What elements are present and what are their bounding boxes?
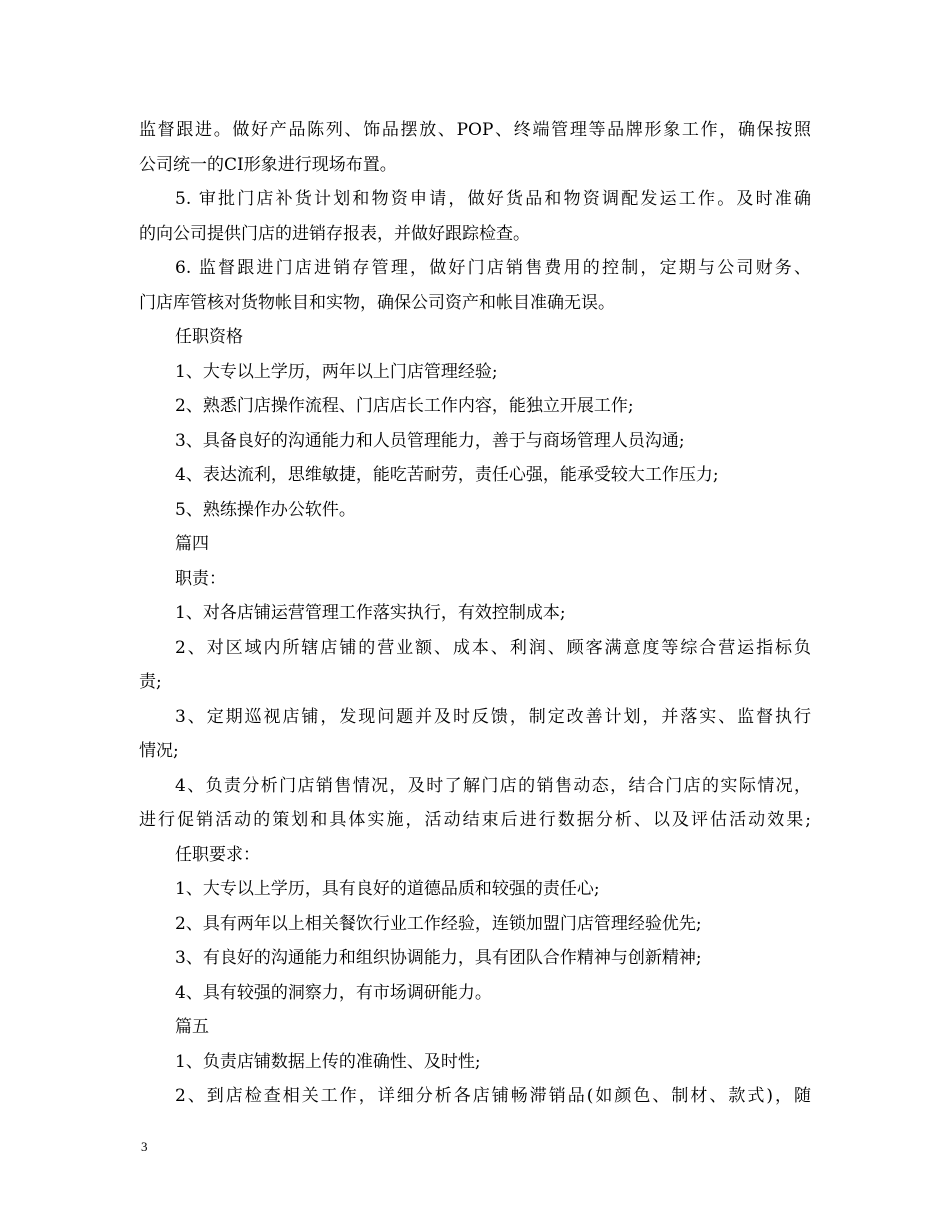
text-line: 公司统一的CI形象进行现场布置。 — [139, 154, 397, 175]
text-line: 进行促销活动的策划和具体实施，活动结束后进行数据分析、以及评估活动效果; — [139, 810, 811, 830]
text-line: 责; — [139, 672, 162, 692]
text-line: 1、负责店铺数据上传的准确性、及时性; — [175, 1051, 481, 1072]
text-line: 4、表达流利，思维敏捷，能吃苦耐劳，责任心强，能承受较大工作压力; — [175, 465, 719, 485]
text-line: 3、有良好的沟通能力和组织协调能力，具有团队合作精神与创新精神; — [175, 948, 702, 968]
text-line: 5. 审批门店补货计划和物资申请，做好货品和物资调配发运工作。及时准确 — [175, 189, 811, 209]
text-line: 3、具备良好的沟通能力和人员管理能力，善于与商场管理人员沟通; — [175, 430, 685, 451]
text-line: 2、具有两年以上相关餐饮行业工作经验，连锁加盟门店管理经验优先; — [175, 913, 702, 934]
text-line: 3、定期巡视店铺，发现问题并及时反馈，制定改善计划，并落实、监督执行 — [175, 706, 811, 727]
text-line: 6. 监督跟进门店进销存管理，做好门店销售费用的控制，定期与公司财务、 — [175, 258, 811, 278]
page-number: 3 — [141, 1139, 148, 1154]
text-line: 职责： — [175, 568, 226, 589]
text-line: 任职要求： — [175, 844, 260, 865]
text-line: 4、具有较强的洞察力，有市场调研能力。 — [175, 982, 492, 1003]
text-line: 任职资格 — [175, 327, 243, 347]
text-line: 2、对区域内所辖店铺的营业额、成本、利润、顾客满意度等综合营运指标负 — [175, 637, 811, 658]
text-line: 1、大专以上学历，两年以上门店管理经验; — [175, 361, 498, 382]
document-body — [139, 113, 811, 1114]
text-line: 篇五 — [175, 1017, 209, 1037]
text-line: 5、熟练操作办公软件。 — [175, 499, 356, 520]
text-line: 的向公司提供门店的进销存报表，并做好跟踪检查。 — [139, 223, 530, 244]
text-line: 1、对各店铺运营管理工作落实执行，有效控制成本; — [175, 603, 566, 623]
text-line: 门店库管核对货物帐目和实物，确保公司资产和帐目准确无误。 — [139, 292, 615, 313]
text-line: 2、熟悉门店操作流程、门店店长工作内容，能独立开展工作; — [175, 396, 634, 416]
text-line: 1、大专以上学历，具有良好的道德品质和较强的责任心; — [175, 879, 600, 899]
text-line: 监督跟进。做好产品陈列、饰品摆放、POP、终端管理等品牌形象工作，确保按照 — [139, 120, 811, 140]
text-line: 2、到店检查相关工作，详细分析各店铺畅滞销品(如颜色、制材、款式)，随 — [175, 1086, 811, 1106]
text-line: 篇四 — [175, 534, 209, 554]
text-line: 情况; — [139, 741, 179, 761]
text-line: 4、负责分析门店销售情况，及时了解门店的销售动态，结合门店的实际情况， — [175, 775, 811, 796]
